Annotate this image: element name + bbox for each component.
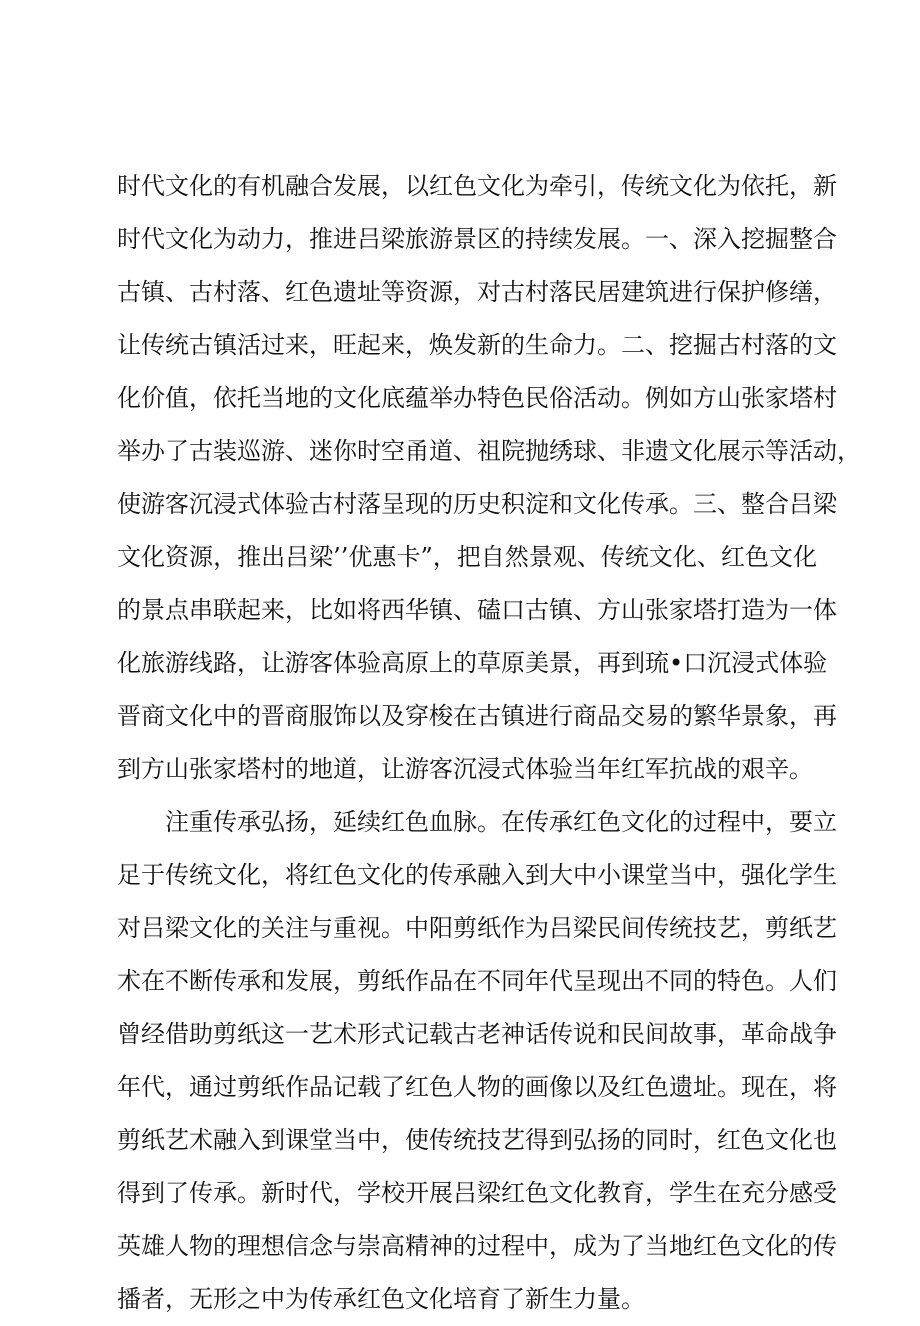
text-line: 曾经借助剪纸这一艺术形式记载古老神话传说和民间故事，革命战争 xyxy=(117,1020,837,1048)
text-line: 文化资源，推出吕梁’’优惠卡”，把自然景观、传统文化、红色文化 xyxy=(117,543,817,571)
text-line: 英雄人物的理想信念与崇高精神的过程中，成为了当地红色文化的传 xyxy=(117,1232,837,1260)
text-line: 剪纸艺术融入到课堂当中，使传统技艺得到弘扬的同时，红色文化也 xyxy=(117,1126,837,1154)
text-line: 到方山张家塔村的地道，让游客沉浸式体验当年红军抗战的艰辛。 xyxy=(117,755,813,783)
text-line: 晋商文化中的晋商服饰以及穿梭在古镇进行商品交易的繁华景象，再 xyxy=(117,702,837,730)
text-line: 让传统古镇活过来，旺起来，焕发新的生命力。二、挖掘古村落的文 xyxy=(117,331,837,359)
text-line: 术在不断传承和发展，剪纸作品在不同年代呈现出不同的特色。人们 xyxy=(117,967,837,995)
text-line: 对吕梁文化的关注与重视。中阳剪纸作为吕梁民间传统技艺，剪纸艺 xyxy=(117,914,837,942)
text-line: 化价值，依托当地的文化底蕴举办特色民俗活动。例如方山张家塔村 xyxy=(117,384,837,412)
text-line: 注重传承弘扬，延续红色血脉。在传承红色文化的过程中，要立 xyxy=(165,808,837,836)
text-line: 时代文化的有机融合发展，以红色文化为牵引，传统文化为依托，新 xyxy=(117,172,837,200)
text-line: 使游客沉浸式体验古村落呈现的历史积淀和文化传承。三、整合吕梁 xyxy=(117,490,837,518)
text-line: 足于传统文化，将红色文化的传承融入到大中小课堂当中，强化学生 xyxy=(117,861,837,889)
text-line: 化旅游线路，让游客体验高原上的草原美景，再到琉•口沉浸式体验 xyxy=(117,649,828,677)
paragraph-1 xyxy=(117,160,861,796)
text-line: 举办了古装巡游、迷你时空甬道、祖院抛绣球、非遗文化展示等活动， xyxy=(117,437,861,465)
text-line: 时代文化为动力，推进吕梁旅游景区的持续发展。一、深入挖掘整合 xyxy=(117,225,837,253)
paragraph-2 xyxy=(117,796,837,1326)
text-line: 播者，无形之中为传承红色文化培育了新生力量。 xyxy=(117,1285,645,1313)
text-line: 年代，通过剪纸作品记载了红色人物的画像以及红色遗址。现在，将 xyxy=(117,1073,837,1101)
text-line: 古镇、古村落、红色遗址等资源，对古村落民居建筑进行保护修缮， xyxy=(117,278,837,306)
text-line: 得到了传承。新时代，学校开展吕梁红色文化教育，学生在充分感受 xyxy=(117,1179,837,1207)
text-line: 的景点串联起来，比如将西华镇、磕口古镇、方山张家塔打造为一体 xyxy=(117,596,837,624)
body-text xyxy=(117,160,861,1326)
